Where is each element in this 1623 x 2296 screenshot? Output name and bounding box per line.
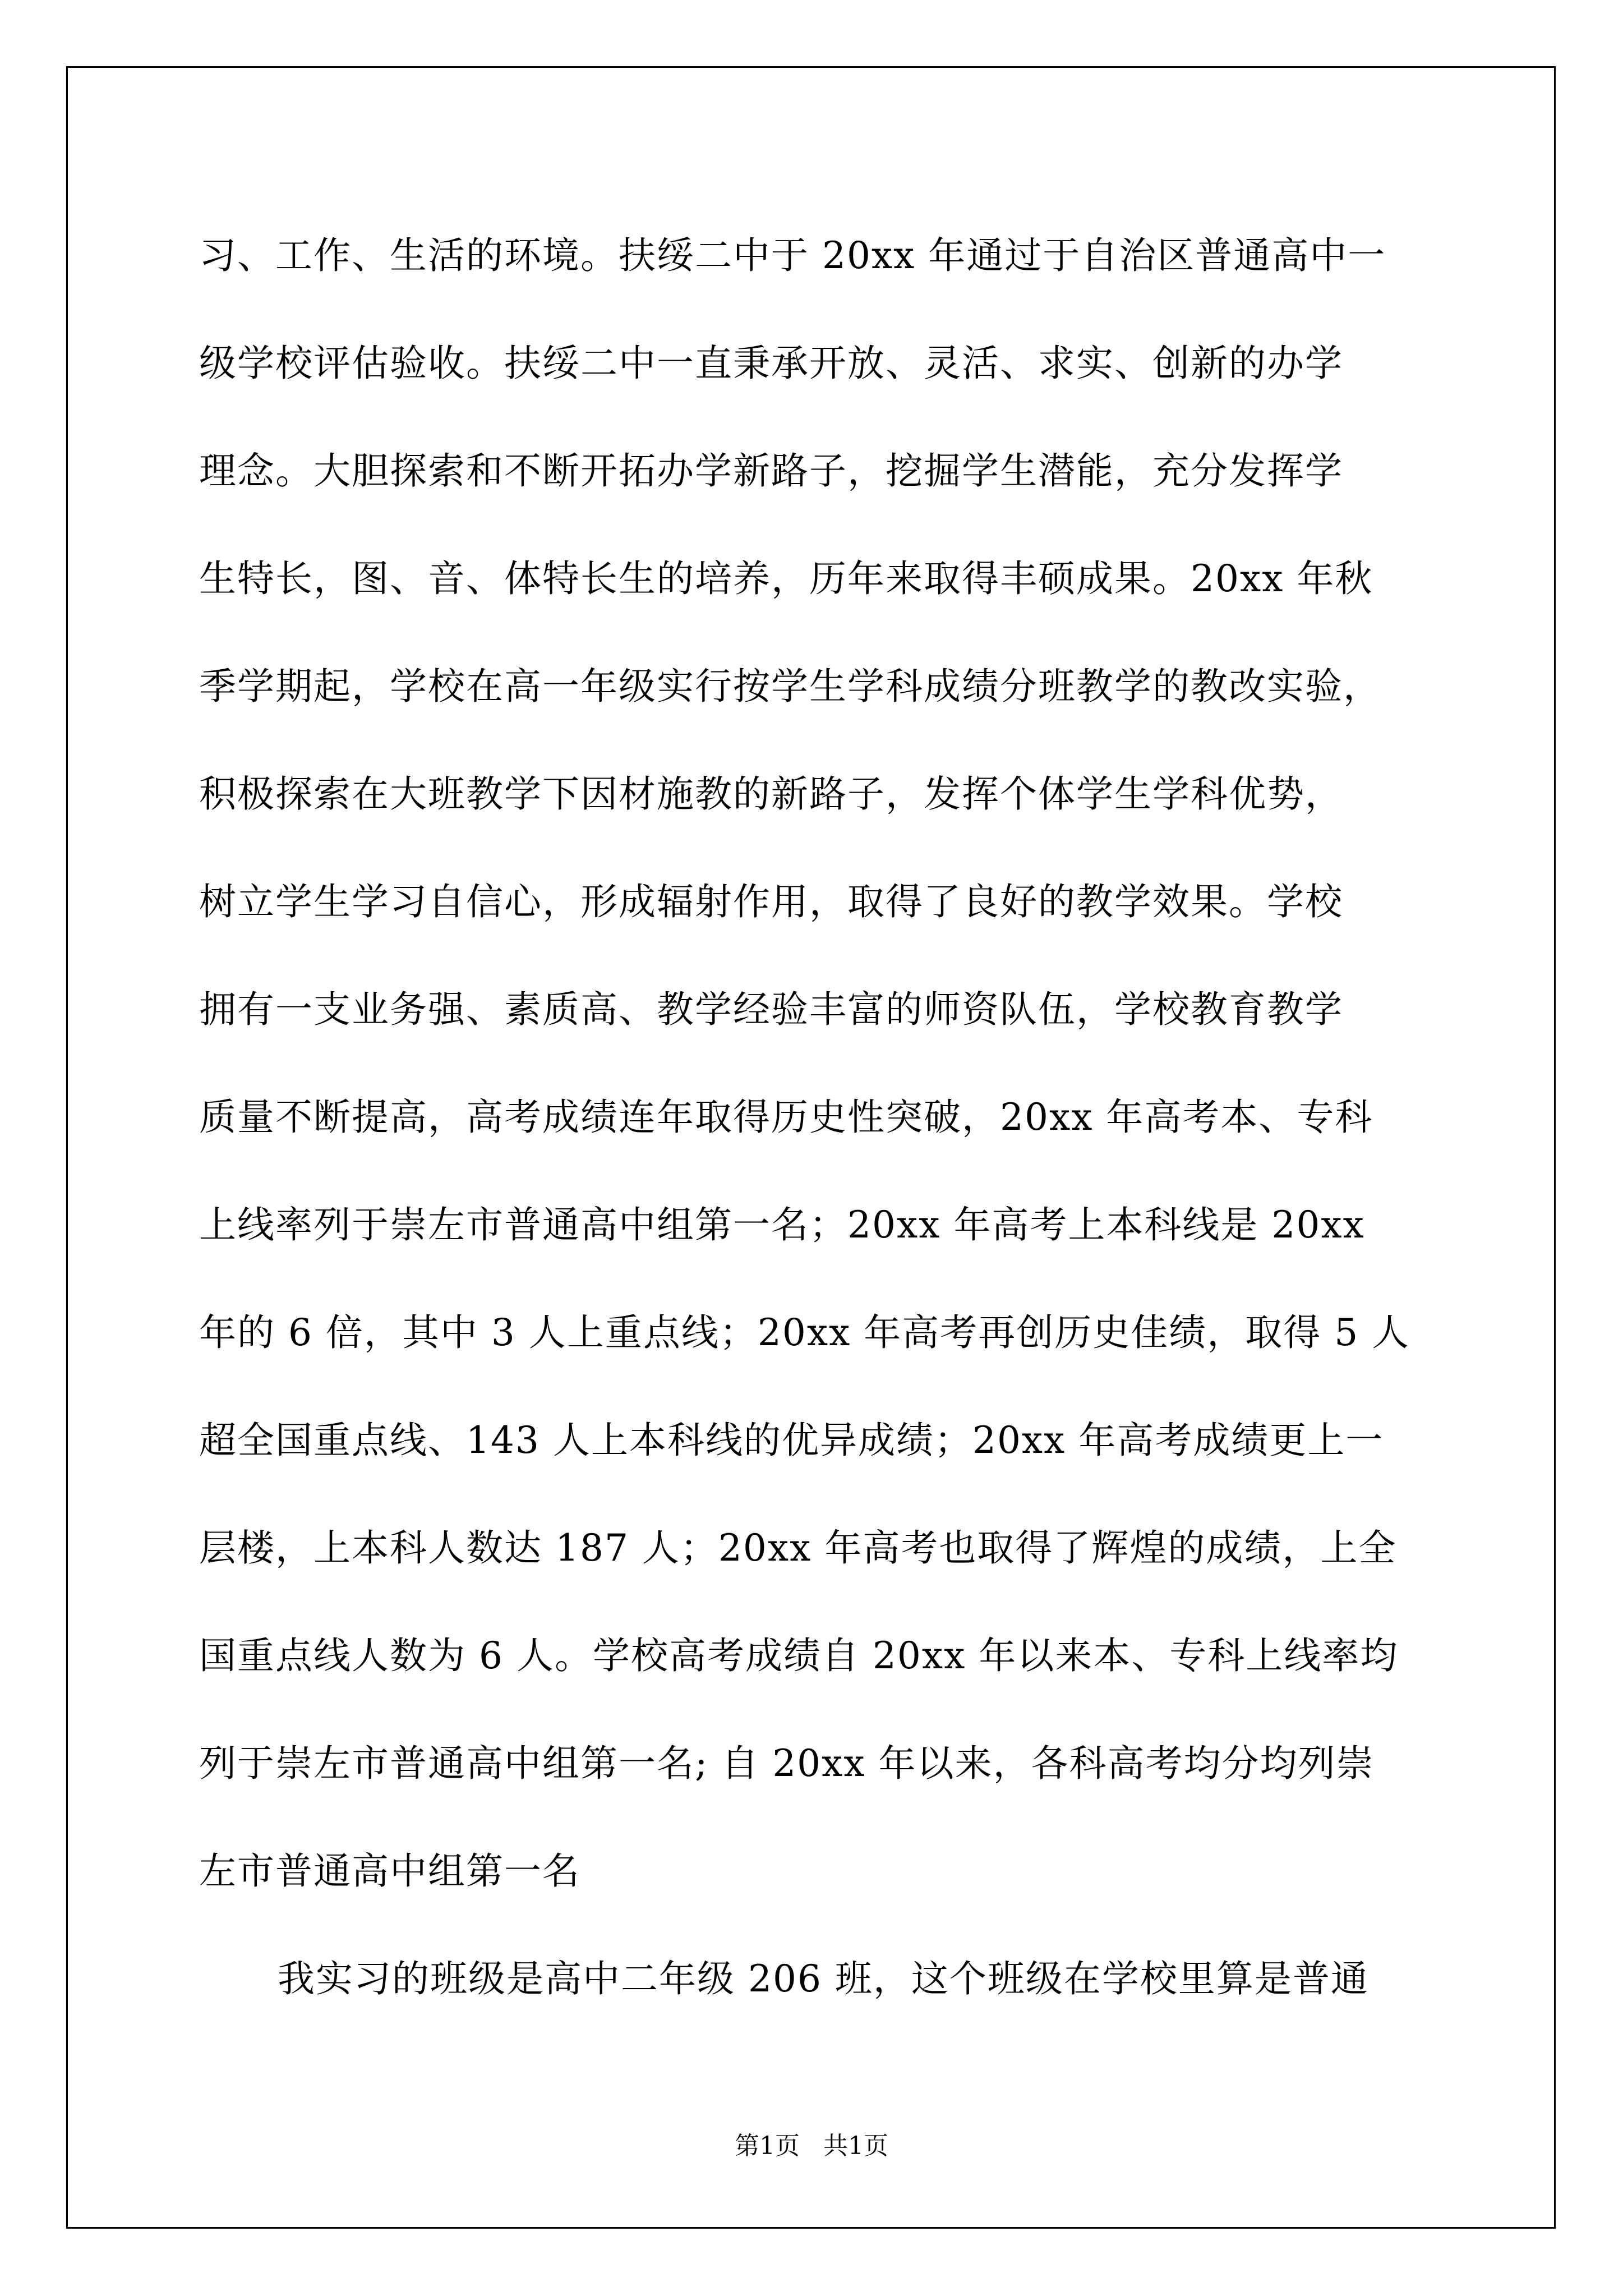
text-line: 列于崇左市普通高中组第一名; 自 20xx 年以来，各科高考均分均列崇 — [199, 1742, 1375, 1785]
text-line: 级学校评估验收。扶绥二中一直秉承开放、灵活、求实、创新的办学 — [199, 342, 1343, 385]
text-line: 质量不断提高，高考成绩连年取得历史性突破，20xx 年高考本、专科 — [199, 1096, 1373, 1139]
text-line: 生特长，图、音、体特长生的培养，历年来取得丰硕成果。20xx 年秋 — [199, 557, 1373, 600]
text-line: 年的 6 倍，其中 3 人上重点线；20xx 年高考再创历史佳绩，取得 5 人 — [199, 1311, 1410, 1354]
text-line: 习、工作、生活的环境。扶绥二中于 20xx 年通过于自治区普通高中一 — [199, 234, 1386, 277]
text-line: 季学期起，学校在高一年级实行按学生学科成绩分班教学的教改实验， — [199, 665, 1381, 708]
text-line: 左市普通高中组第一名 — [199, 1849, 580, 1893]
text-line: 积极探索在大班教学下因材施教的新路子，发挥个体学生学科优势， — [199, 772, 1343, 816]
text-line: 上线率列于崇左市普通高中组第一名；20xx 年高考上本科线是 20xx — [199, 1203, 1365, 1246]
text-line: 超全国重点线、143 人上本科线的优异成绩；20xx 年高考成绩更上一 — [199, 1419, 1384, 1462]
paragraph-1 — [199, 202, 1427, 1925]
text-line: 国重点线人数为 6 人。学校高考成绩自 20xx 年以来本、专科上线率均 — [199, 1634, 1399, 1677]
text-line: 我实习的班级是高中二年级 206 班，这个班级在学校里算是普通 — [278, 1957, 1369, 2000]
paragraph-2 — [199, 1925, 1427, 2033]
text-line: 树立学生学习自信心，形成辐射作用，取得了良好的教学效果。学校 — [199, 880, 1343, 923]
text-line: 拥有一支业务强、素质高、教学经验丰富的师资队伍，学校教育教学 — [199, 988, 1343, 1031]
text-line: 理念。大胆探索和不断开拓办学新路子，挖掘学生潜能，充分发挥学 — [199, 449, 1343, 493]
document-body — [199, 202, 1427, 2033]
page-number-footer: 第1页 共1页 — [735, 2132, 888, 2160]
text-line: 层楼，上本科人数达 187 人；20xx 年高考也取得了辉煌的成绩，上全 — [199, 1526, 1397, 1570]
